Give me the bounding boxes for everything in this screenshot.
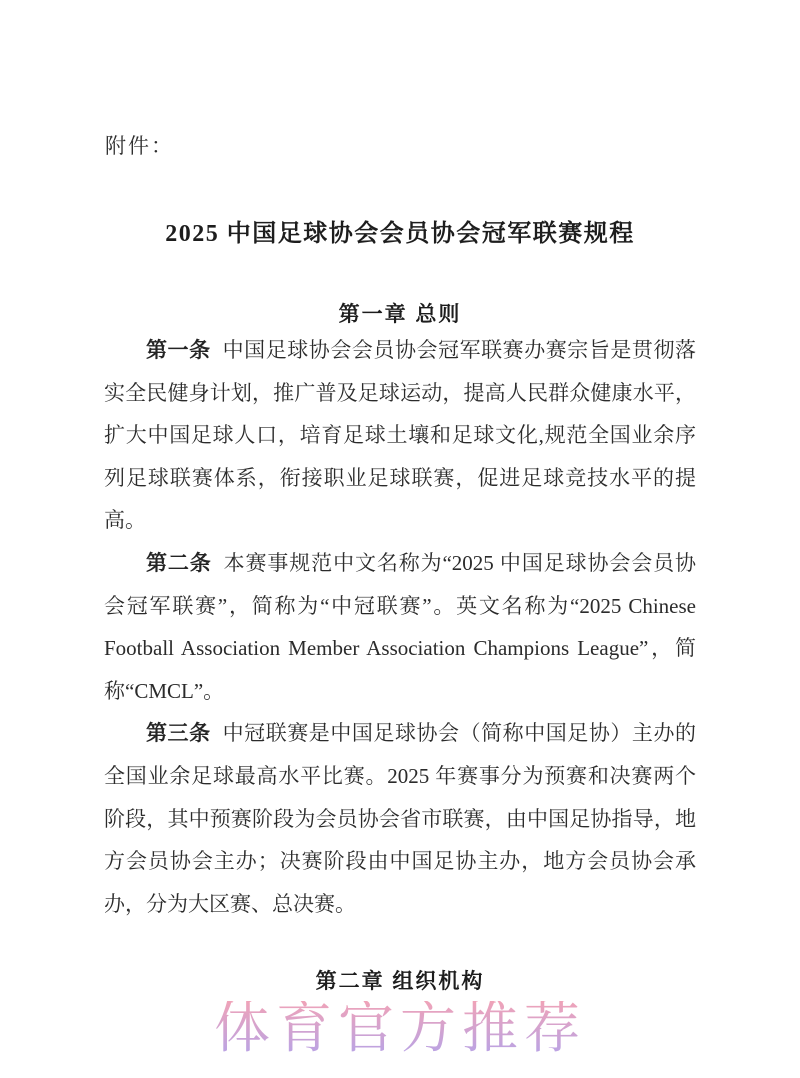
article-1-text: 中国足球协会会员协会冠军联赛办赛宗旨是贯彻落实全民健身计划，推广普及足球运动，提高人民群众健康水平，扩大中国足球人口，培育足球土壤和足球文化,规范全国业余序列足球联赛体系，衔接职业足球联赛，促进足球竞技水平的提高。 [104, 338, 696, 533]
watermark: 体育官方推荐 [0, 1001, 800, 1057]
chapter-heading-2: 第二章 组织机构 [315, 970, 485, 993]
article-2-text: 本赛事规范中文名称为“2025 中国足球协会会员协会冠军联赛”，简称为“中冠联赛”。英文名称为“2025 Chinese Football Association Member Association Champions League”，简称“CMCL”。 [104, 550, 696, 703]
attachment-label: 附件： [105, 134, 174, 158]
article-3 [104, 712, 696, 925]
article-1-label: 第一条 [146, 338, 211, 362]
article-1 [104, 329, 696, 542]
document-body [104, 329, 696, 925]
chapter-heading-1: 第一章 总则 [338, 303, 462, 326]
article-3-label: 第三条 [146, 721, 211, 746]
article-3-text: 中冠联赛是中国足球协会（简称中国足协）主办的全国业余足球最高水平比赛。2025 年赛事分为预赛和决赛两个阶段，其中预赛阶段为会员协会省市联赛，由中国足协指导，地方会员协会主办；决赛阶段由中国足协主办，地方会员协会承办，分为大区赛、总决赛。 [104, 721, 696, 916]
article-2 [104, 542, 696, 712]
document-title: 2025 中国足球协会会员协会冠军联赛规程 [165, 221, 635, 247]
article-2-label: 第二条 [146, 550, 212, 575]
